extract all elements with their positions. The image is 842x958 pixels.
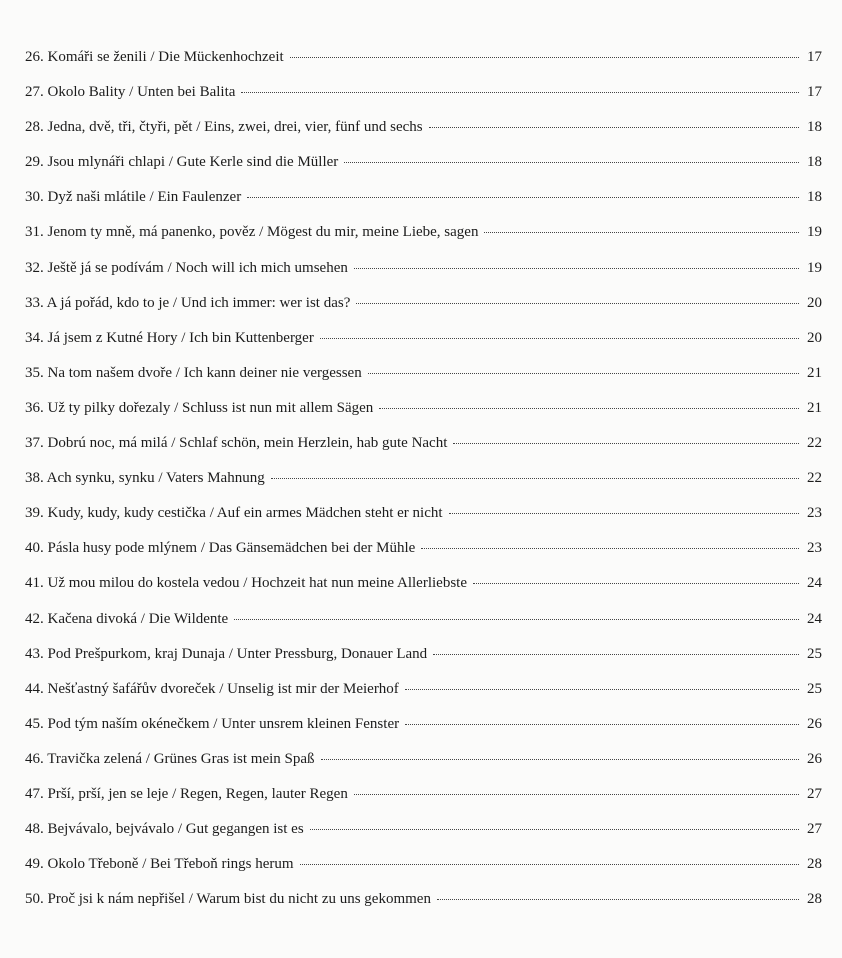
dot-leader bbox=[437, 899, 799, 900]
toc-entry-title: 42. Kačena divoká / Die Wildente bbox=[25, 610, 229, 627]
dot-leader bbox=[271, 478, 799, 479]
toc-entry-title: 28. Jedna, dvě, tři, čtyři, pět / Eins, zwei, drei, vier, fünf und sechs bbox=[25, 119, 423, 136]
dot-leader bbox=[356, 303, 799, 304]
dot-leader bbox=[421, 548, 799, 549]
dot-leader bbox=[405, 724, 799, 725]
toc-entry-page-number: 25 bbox=[807, 680, 822, 697]
toc-entry[interactable] bbox=[25, 679, 822, 714]
toc-entry-title: 47. Prší, prší, jen se leje / Regen, Regen, lauter Regen bbox=[25, 785, 348, 802]
toc-entry[interactable] bbox=[25, 609, 822, 644]
toc-entry-page-number: 27 bbox=[807, 821, 822, 838]
toc-entry-page-number: 28 bbox=[807, 856, 822, 873]
toc-entry-page-number: 18 bbox=[807, 119, 822, 136]
toc-entry[interactable] bbox=[25, 117, 822, 152]
dot-leader bbox=[484, 232, 799, 233]
toc-entry-title: 45. Pod tým naším okénečkem / Unter unsrem kleinen Fenster bbox=[25, 715, 400, 732]
toc-entry[interactable] bbox=[25, 363, 822, 398]
toc-entry[interactable] bbox=[25, 749, 822, 784]
toc-entry-page-number: 26 bbox=[807, 750, 822, 767]
toc-entry-title: 40. Pásla husy pode mlýnem / Das Gänsemädchen bei der Mühle bbox=[25, 540, 416, 557]
toc-entry-title: 30. Dyž naši mlátile / Ein Faulenzer bbox=[25, 189, 242, 206]
dot-leader bbox=[290, 57, 799, 58]
toc-entry-page-number: 24 bbox=[807, 610, 822, 627]
toc-entry-title: 50. Proč jsi k nám nepřišel / Warum bist du nicht zu uns gekommen bbox=[25, 891, 431, 908]
toc-entry-title: 34. Já jsem z Kutné Hory / Ich bin Kuttenberger bbox=[25, 329, 314, 346]
toc-entry-title: 38. Ach synku, synku / Vaters Mahnung bbox=[25, 470, 265, 487]
toc-entry-title: 26. Komáři se ženili / Die Mückenhochzeit bbox=[25, 49, 284, 65]
dot-leader bbox=[354, 268, 799, 269]
toc-entry-page-number: 22 bbox=[807, 470, 822, 487]
toc-entry[interactable] bbox=[25, 398, 822, 433]
toc-entry-page-number: 17 bbox=[807, 49, 822, 65]
toc-entry-title: 41. Už mou milou do kostela vedou / Hochzeit hat nun meine Allerliebste bbox=[25, 575, 467, 592]
toc-entry[interactable] bbox=[25, 433, 822, 468]
dot-leader bbox=[379, 408, 799, 409]
toc-entry-page-number: 28 bbox=[807, 891, 822, 908]
dot-leader bbox=[449, 513, 799, 514]
dot-leader bbox=[453, 443, 799, 444]
dot-leader bbox=[300, 864, 799, 865]
toc-entry-page-number: 21 bbox=[807, 364, 822, 381]
toc-entry-page-number: 18 bbox=[807, 154, 822, 171]
toc-entry-page-number: 20 bbox=[807, 329, 822, 346]
dot-leader bbox=[368, 373, 799, 374]
toc-entry[interactable] bbox=[25, 328, 822, 363]
toc-entry[interactable] bbox=[25, 889, 822, 924]
dot-leader bbox=[320, 338, 799, 339]
toc-entry-page-number: 20 bbox=[807, 294, 822, 311]
toc-entry-title: 33. A já pořád, kdo to je / Und ich immer: wer ist das? bbox=[25, 294, 351, 311]
toc-entry-page-number: 23 bbox=[807, 540, 822, 557]
table-of-contents bbox=[25, 47, 822, 924]
toc-entry[interactable] bbox=[25, 293, 822, 328]
toc-entry-title: 32. Ještě já se podívám / Noch will ich mich umsehen bbox=[25, 259, 348, 276]
toc-entry-title: 31. Jenom ty mně, má panenko, pověz / Mögest du mir, meine Liebe, sagen bbox=[25, 224, 479, 241]
toc-entry-page-number: 21 bbox=[807, 399, 822, 416]
toc-entry-title: 27. Okolo Bality / Unten bei Balita bbox=[25, 84, 236, 101]
toc-entry-page-number: 27 bbox=[807, 785, 822, 802]
toc-entry[interactable] bbox=[25, 644, 822, 679]
toc-entry-title: 43. Pod Prešpurkom, kraj Dunaja / Unter Pressburg, Donauer Land bbox=[25, 645, 428, 662]
toc-entry-title: 48. Bejvávalo, bejvávalo / Gut gegangen ist es bbox=[25, 821, 304, 838]
toc-entry[interactable] bbox=[25, 854, 822, 889]
dot-leader bbox=[433, 654, 799, 655]
toc-entry-page-number: 18 bbox=[807, 189, 822, 206]
toc-entry-title: 35. Na tom našem dvoře / Ich kann deiner nie vergessen bbox=[25, 364, 362, 381]
dot-leader bbox=[241, 92, 799, 93]
toc-entry[interactable] bbox=[25, 468, 822, 503]
dot-leader bbox=[405, 689, 799, 690]
toc-entry[interactable] bbox=[25, 714, 822, 749]
dot-leader bbox=[429, 127, 799, 128]
toc-entry-title: 44. Nešťastný šafářův dvoreček / Unselig ist mir der Meierhof bbox=[25, 680, 399, 697]
toc-entry-title: 29. Jsou mlynáři chlapi / Gute Kerle sind die Müller bbox=[25, 154, 339, 171]
toc-entry[interactable] bbox=[25, 573, 822, 608]
toc-entry-page-number: 23 bbox=[807, 505, 822, 522]
dot-leader bbox=[354, 794, 799, 795]
toc-entry-page-number: 22 bbox=[807, 435, 822, 452]
toc-entry[interactable] bbox=[25, 82, 822, 117]
toc-entry[interactable] bbox=[25, 222, 822, 257]
dot-leader bbox=[247, 197, 799, 198]
toc-entry[interactable] bbox=[25, 503, 822, 538]
toc-entry-page-number: 25 bbox=[807, 645, 822, 662]
toc-entry-title: 49. Okolo Třeboně / Bei Třeboň rings herum bbox=[25, 856, 294, 873]
dot-leader bbox=[234, 619, 799, 620]
toc-entry[interactable] bbox=[25, 152, 822, 187]
toc-entry-page-number: 24 bbox=[807, 575, 822, 592]
dot-leader bbox=[321, 759, 799, 760]
toc-entry[interactable] bbox=[25, 187, 822, 222]
toc-entry-title: 36. Už ty pilky dořezaly / Schluss ist nun mit allem Sägen bbox=[25, 399, 374, 416]
toc-entry[interactable] bbox=[25, 819, 822, 854]
dot-leader bbox=[344, 162, 799, 163]
toc-entry-page-number: 26 bbox=[807, 715, 822, 732]
toc-entry[interactable] bbox=[25, 784, 822, 819]
dot-leader bbox=[310, 829, 799, 830]
toc-entry[interactable] bbox=[25, 538, 822, 573]
toc-entry-title: 46. Travička zelená / Grünes Gras ist mein Spaß bbox=[25, 750, 315, 767]
toc-entry-page-number: 17 bbox=[807, 84, 822, 101]
toc-entry-page-number: 19 bbox=[807, 259, 822, 276]
toc-entry[interactable] bbox=[25, 47, 822, 82]
toc-entry-page-number: 19 bbox=[807, 224, 822, 241]
toc-entry[interactable] bbox=[25, 258, 822, 293]
toc-entry-title: 37. Dobrú noc, má milá / Schlaf schön, mein Herzlein, hab gute Nacht bbox=[25, 435, 448, 452]
dot-leader bbox=[473, 583, 799, 584]
toc-entry-title: 39. Kudy, kudy, kudy cestička / Auf ein armes Mädchen steht er nicht bbox=[25, 505, 443, 522]
